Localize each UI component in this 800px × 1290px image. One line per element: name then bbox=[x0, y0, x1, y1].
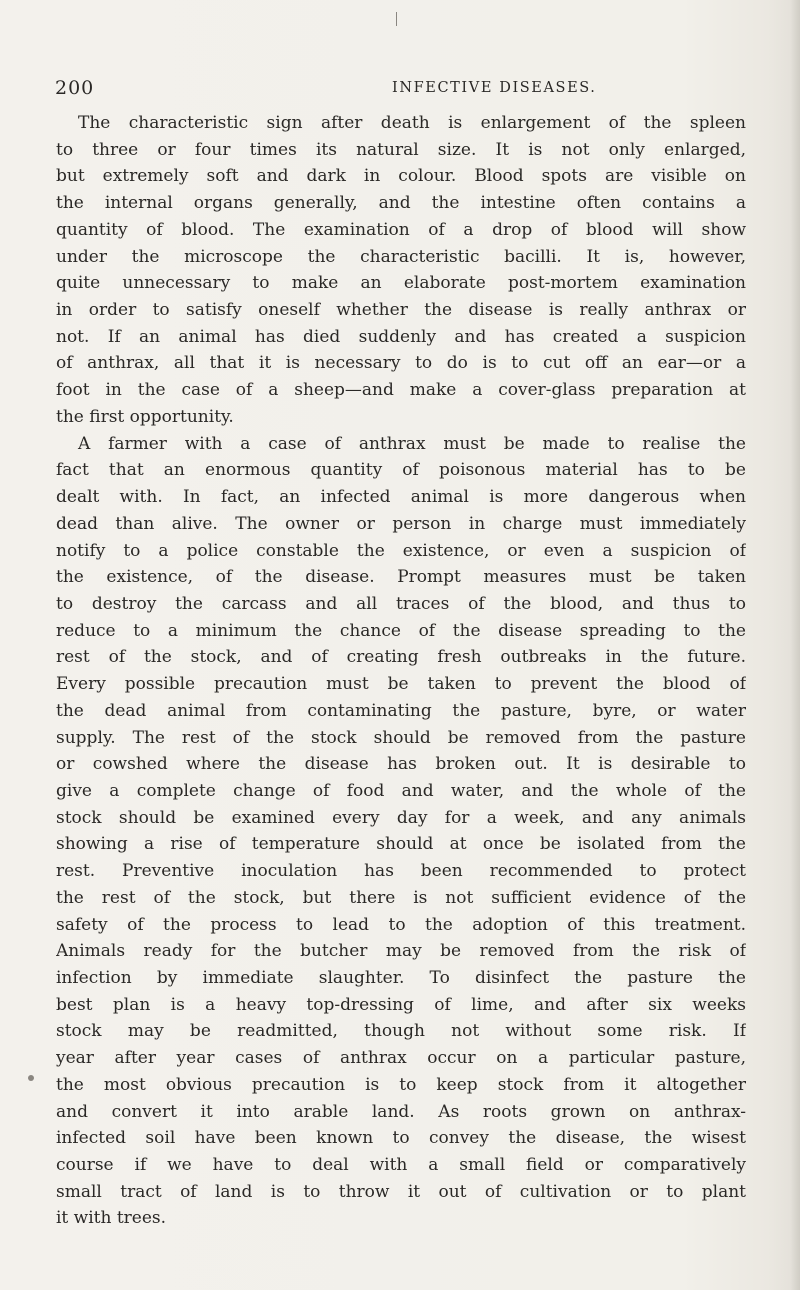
text-line: to destroy the carcass and all traces of the blood, and thus to bbox=[56, 593, 746, 614]
text-line: The characteristic sign after death is enlargement of the spleen bbox=[78, 113, 746, 133]
text-line: A farmer with a case of anthrax must be made to realise the bbox=[78, 433, 746, 454]
text-line: stock may be readmitted, though not without some risk. If bbox=[56, 1021, 746, 1042]
text-line: quantity of blood. The examination of a drop of blood will show bbox=[56, 219, 746, 240]
text-line: the rest of the stock, but there is not sufficient evidence of the bbox=[56, 887, 746, 908]
text-line: small tract of land is to throw it out of cultivation or to plant bbox=[56, 1181, 746, 1202]
text-line: quite unnecessary to make an elaborate post-mortem examination bbox=[56, 273, 746, 294]
text-line: not. If an animal has died suddenly and has created a suspicion bbox=[56, 326, 746, 347]
text-line: infected soil have been known to convey the disease, the wisest bbox=[56, 1128, 746, 1149]
page-edge-shadow bbox=[790, 0, 800, 1290]
text-line: under the microscope the characteristic bacilli. It is, however, bbox=[56, 246, 746, 267]
text-line: safety of the process to lead to the adoption of this treatment. bbox=[56, 914, 746, 935]
text-line: or cowshed where the disease has broken out. It is desirable to bbox=[56, 754, 746, 775]
text-line: it with trees. bbox=[56, 1208, 167, 1229]
page-number: 200 bbox=[55, 77, 95, 99]
body-text bbox=[56, 110, 746, 1232]
text-line: stock should be examined every day for a week, and any animals bbox=[56, 807, 746, 828]
text-line: to three or four times its natural size. It is not only enlarged, bbox=[56, 139, 746, 160]
text-line: the existence, of the disease. Prompt measures must be taken bbox=[56, 567, 746, 588]
text-line: Animals ready for the butcher may be removed from the risk of bbox=[56, 941, 746, 962]
text-line: supply. The rest of the stock should be removed from the pasture bbox=[56, 727, 746, 748]
running-title: INFECTIVE DISEASES. bbox=[392, 80, 597, 96]
text-line: rest of the stock, and of creating fresh outbreaks in the future. bbox=[56, 647, 746, 668]
text-line: the internal organs generally, and the intestine often contains a bbox=[56, 193, 746, 214]
text-line: in order to satisfy oneself whether the disease is really anthrax or bbox=[56, 300, 746, 321]
running-head bbox=[55, 77, 755, 101]
ink-speck bbox=[28, 1075, 34, 1081]
text-line: and convert it into arable land. As roots grown on anthrax- bbox=[56, 1101, 746, 1122]
text-line: notify to a police constable the existence, or even a suspicion of bbox=[56, 540, 746, 561]
text-line: dead than alive. The owner or person in charge must immediately bbox=[56, 513, 746, 534]
text-line: but extremely soft and dark in colour. Blood spots are visible on bbox=[56, 166, 746, 187]
text-line: the first opportunity. bbox=[56, 406, 234, 427]
printer-mark bbox=[396, 12, 397, 26]
text-line: give a complete change of food and water, and the whole of the bbox=[56, 780, 746, 801]
text-line: of anthrax, all that it is necessary to do is to cut off an ear—or a bbox=[56, 353, 746, 374]
text-line: the dead animal from contaminating the pasture, byre, or water bbox=[56, 700, 746, 721]
text-line: foot in the case of a sheep—and make a cover-glass preparation at bbox=[56, 380, 746, 401]
text-line: reduce to a minimum the chance of the disease spreading to the bbox=[56, 620, 746, 641]
text-line: fact that an enormous quantity of poisonous material has to be bbox=[56, 460, 746, 481]
text-line: Every possible precaution must be taken to prevent the blood of bbox=[56, 674, 746, 695]
text-line: best plan is a heavy top-dressing of lime, and after six weeks bbox=[56, 994, 746, 1015]
text-line: infection by immediate slaughter. To disinfect the pasture the bbox=[56, 968, 746, 988]
text-line: course if we have to deal with a small field or comparatively bbox=[56, 1155, 746, 1176]
text-line: showing a rise of temperature should at once be isolated from the bbox=[56, 834, 746, 855]
text-line: dealt with. In fact, an infected animal is more dangerous when bbox=[56, 487, 746, 508]
text-line: the most obvious precaution is to keep stock from it altogether bbox=[56, 1074, 746, 1095]
text-line: year after year cases of anthrax occur on a particular pasture, bbox=[56, 1048, 746, 1069]
text-line: rest. Preventive inoculation has been recommended to protect bbox=[56, 861, 746, 882]
